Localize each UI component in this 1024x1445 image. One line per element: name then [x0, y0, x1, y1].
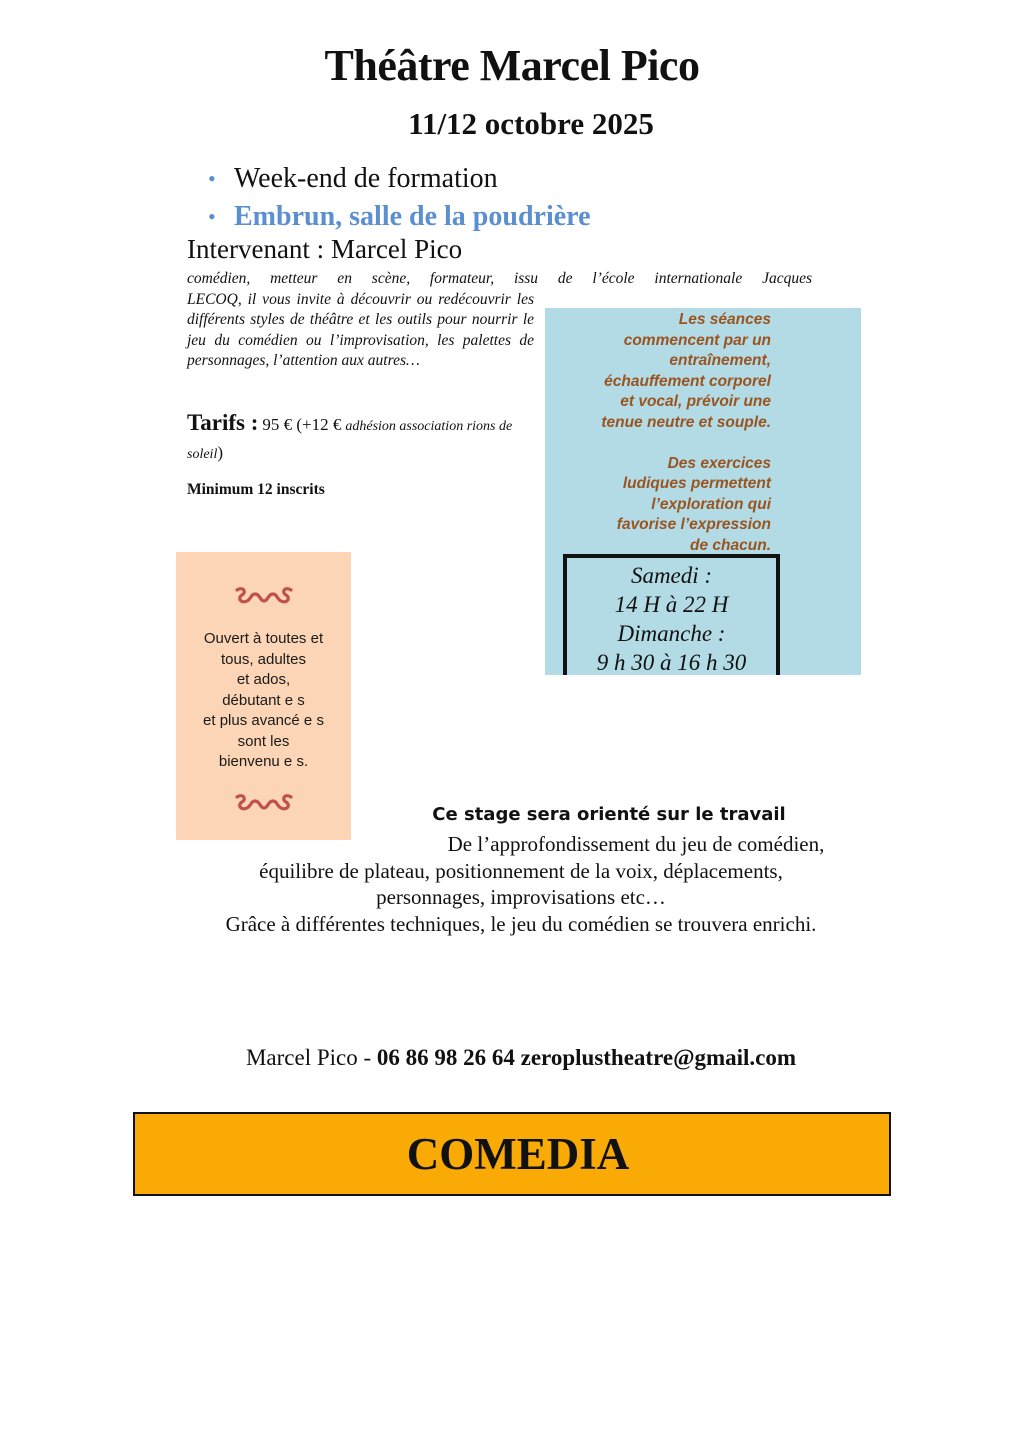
focus-heading: Ce stage sera orienté sur le travail	[432, 804, 786, 825]
info-line: ludiques permettent	[622, 475, 771, 492]
contact-name: Marcel Pico -	[245, 1045, 377, 1070]
info-line: commencent par un	[623, 331, 771, 349]
bullet-text: Week-end de formation	[234, 163, 498, 194]
minimum-participants: Minimum 12 inscrits	[187, 481, 325, 498]
exercices-paragraph	[601, 454, 771, 557]
schedule-box	[563, 554, 780, 675]
banner-label: COMEDIA	[406, 1129, 630, 1179]
audience-line: sont les	[237, 732, 290, 750]
schedule-hours-saturday: 14 H à 22 H	[614, 592, 729, 617]
info-line: favorise l’expression	[616, 516, 771, 533]
info-line: tenue neutre et souple.	[601, 413, 771, 431]
contact-phone[interactable]: 06 86 98 26 64	[376, 1045, 515, 1070]
audience-line: bienvenu e s.	[218, 753, 309, 770]
audience-line: débutant e s	[222, 691, 305, 709]
bullet-icon: •	[208, 204, 216, 229]
audience-text	[176, 629, 351, 773]
info-line: entraînement,	[669, 352, 771, 369]
bullet-icon: •	[208, 166, 216, 191]
audience-line: et plus avancé e s	[203, 712, 324, 729]
info-line: de chacun.	[690, 536, 771, 554]
focus-line: De l’approfondissement du jeu de comédien,	[447, 832, 825, 856]
intervenant-heading: Intervenant : Marcel Pico	[187, 234, 463, 264]
audience-line: Ouvert à toutes et	[203, 630, 324, 647]
tarifs-close: )	[217, 443, 224, 462]
comedia-banner	[133, 1112, 891, 1196]
info-line: Les séances	[678, 311, 771, 328]
audience-line: et ados,	[236, 671, 291, 688]
tarifs-label: Tarifs :	[187, 410, 259, 435]
bullet-item-formation	[208, 160, 591, 198]
bio-text: LECOQ, il vous invite à découvrir ou redécouvrir les différents styles de théâtre et les outils pour nourrir le jeu du comédien ou l’improvisation, les palettes de personnages, l’attention aux autres…	[187, 290, 534, 369]
bullet-list	[208, 160, 591, 236]
info-line: échauffement corporel	[604, 372, 771, 390]
schedule-hours-sunday: 9 h 30 à 16 h 30	[596, 650, 747, 675]
contact-email[interactable]: zeroplustheatre@gmail.com	[520, 1045, 797, 1070]
schedule-day-sunday: Dimanche :	[617, 621, 726, 646]
tarifs-price: 95 € (+12 €	[262, 415, 342, 434]
seances-paragraph	[601, 310, 771, 433]
info-line: Des exercices	[667, 454, 771, 472]
contact-line	[0, 1045, 1024, 1071]
focus-line: personnages, improvisations etc…	[376, 885, 666, 909]
bullet-text: Embrun, salle de la poudrière	[234, 201, 591, 232]
schedule-day-saturday: Samedi :	[630, 563, 713, 588]
info-text	[601, 310, 771, 556]
focus-text	[0, 831, 1024, 937]
ornament-top-icon	[233, 584, 295, 606]
bullet-item-location	[208, 198, 591, 236]
bio-first-line: comédien, metteur en scène, formateur, issu de l’école internationale Jacques	[187, 270, 812, 287]
tarifs-note: adhésion association rions de soleil	[187, 419, 513, 462]
focus-line: équilibre de plateau, positionnement de la voix, déplacements,	[259, 858, 783, 883]
info-box	[545, 308, 861, 675]
event-date: 11/12 octobre 2025	[408, 106, 654, 141]
page-title: Théâtre Marcel Pico	[324, 41, 700, 90]
ornament-icon	[176, 583, 351, 612]
audience-box	[176, 552, 351, 840]
tarifs-block	[187, 410, 527, 468]
audience-line: tous, adultes	[220, 650, 307, 668]
focus-line: Grâce à différentes techniques, le jeu du comédien se trouvera enrichi.	[225, 911, 817, 936]
info-line: l’exploration qui	[651, 495, 771, 513]
info-line: et vocal, prévoir une	[620, 393, 771, 410]
